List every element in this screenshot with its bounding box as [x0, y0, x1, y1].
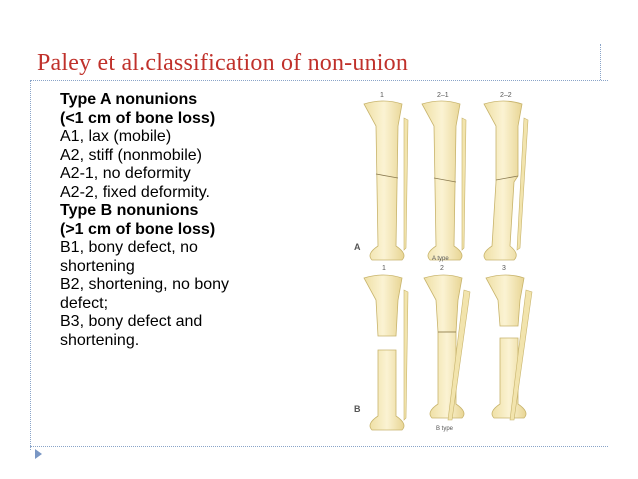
text-line: shortening [60, 257, 135, 275]
panel-a-label-3: 2–2 [500, 92, 512, 99]
text-line: A2, stiff (nonmobile) [60, 146, 202, 164]
text-line: A1, lax (mobile) [60, 128, 172, 145]
bottom-border [30, 446, 608, 447]
panel-a-caption: A type [432, 256, 449, 262]
text-line: B3, bony defect and [60, 313, 203, 330]
panel-a-letter: A [354, 242, 361, 252]
bone-b2 [424, 275, 470, 420]
text-line: B2, shortening, no bony [60, 276, 230, 293]
text-line: Type B nonunions [60, 202, 199, 219]
text-line: Type A nonunions [60, 91, 198, 108]
text-line: B1, bony defect, no [60, 239, 198, 256]
bone-b3 [486, 275, 532, 420]
panel-a-label-2: 2–1 [437, 92, 449, 99]
bone-b1 [364, 275, 408, 430]
panel-b-label-2: 2 [440, 265, 444, 272]
left-border [30, 80, 31, 450]
panel-b-letter: B [354, 404, 361, 414]
classification-text [60, 91, 340, 350]
text-line: shortening. [60, 331, 140, 349]
panel-b-caption: B type [436, 426, 454, 432]
slide-title: Paley et al.classification of non-union [37, 50, 409, 76]
text-line: (>1 cm of bone loss) [60, 220, 216, 238]
bullet-arrow-icon [35, 449, 42, 459]
text-line: defect; [60, 294, 109, 312]
bone-a2-1 [422, 101, 466, 260]
title-divider [600, 44, 601, 80]
nonunion-diagram [352, 86, 592, 436]
panel-b-label-1: 1 [382, 265, 386, 272]
panel-b-label-3: 3 [502, 265, 506, 272]
text-line: A2-2, fixed deformity. [60, 183, 210, 201]
title-underline [30, 80, 608, 81]
bone-a2-2 [484, 101, 528, 260]
bone-a1 [364, 101, 408, 260]
text-line: (<1 cm of bone loss) [60, 109, 216, 127]
text-line: A2-1, no deformity [60, 165, 191, 182]
panel-a-label-1: 1 [380, 92, 384, 99]
